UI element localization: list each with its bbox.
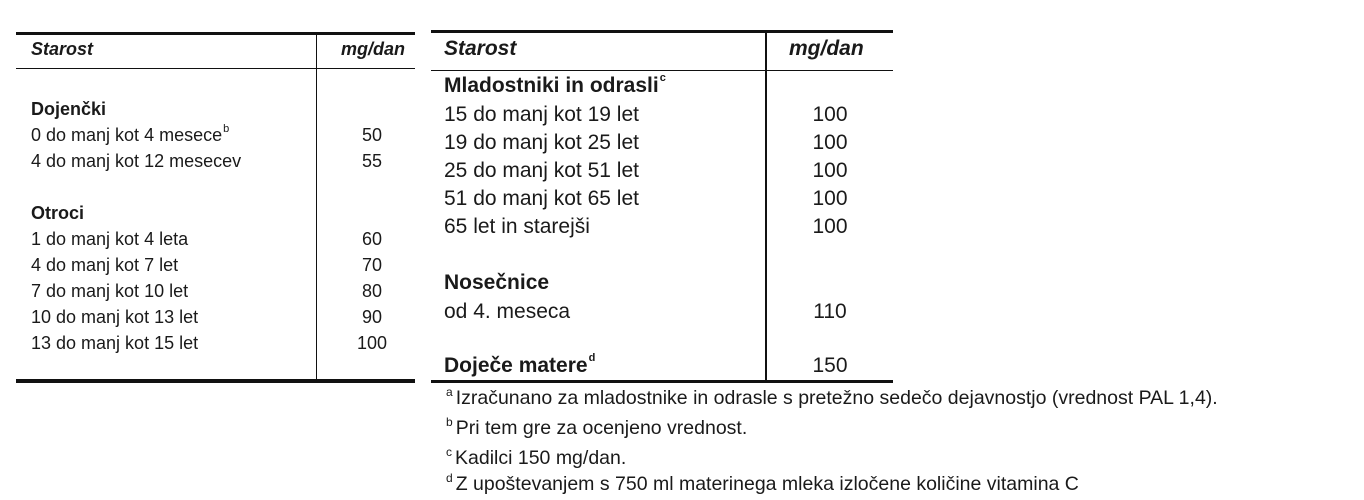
table-row-value: 50 — [361, 125, 383, 145]
group-title-text: Doječe matere — [444, 354, 588, 377]
table-row-label: 7 do manj kot 10 let — [31, 281, 189, 301]
footnote-mark: b — [446, 415, 453, 429]
right-bottom-rule — [431, 380, 893, 383]
table-row-label: 4 do manj kot 7 let — [31, 255, 179, 275]
group-title-text: Mladostniki in odrasli — [444, 74, 659, 97]
right-header-starost: Starost — [444, 37, 517, 60]
table-row-label — [31, 125, 229, 146]
footnote-mark: d — [446, 471, 453, 485]
table-row-label: od 4. meseca — [444, 300, 571, 323]
table-row-value: 55 — [361, 151, 383, 171]
table-row-label: 1 do manj kot 4 leta — [31, 229, 189, 249]
table-row-value: 60 — [361, 229, 383, 249]
footnote-item — [446, 387, 1218, 410]
table-row-label: 15 do manj kot 19 let — [444, 103, 639, 126]
right-top-rule — [431, 30, 893, 33]
table-row-value: 80 — [361, 281, 383, 301]
table-row-value: 100 — [812, 215, 848, 238]
group-title-adolescents-adults — [444, 74, 666, 98]
table-row-value: 100 — [812, 131, 848, 154]
table-row-value: 90 — [361, 307, 383, 327]
left-header-rule — [16, 68, 415, 69]
right-header-rule — [431, 70, 893, 71]
footnote-item — [446, 447, 626, 470]
footnote-ref: d — [588, 352, 596, 364]
footnote-text: Z upoštevanjem s 750 ml materinega mleka izločene količine vitamina C — [455, 473, 1079, 495]
footnote-text: Kadilci 150 mg/dan. — [455, 447, 627, 469]
left-top-rule — [16, 32, 415, 35]
table-row-label: 13 do manj kot 15 let — [31, 333, 199, 353]
group-title-infants: Dojenčki — [31, 99, 107, 119]
table-row-label: 51 do manj kot 65 let — [444, 187, 639, 210]
table-row-value: 100 — [812, 159, 848, 182]
group-title-pregnant: Nosečnice — [444, 271, 550, 294]
table-row-label: 25 do manj kot 51 let — [444, 159, 639, 182]
table-row-value: 150 — [812, 354, 848, 377]
table-row-label: 4 do manj kot 12 mesecev — [31, 151, 242, 171]
table-row-value: 100 — [812, 103, 848, 126]
left-bottom-rule — [16, 379, 415, 383]
footnote-text: Pri tem gre za ocenjeno vrednost. — [455, 417, 748, 439]
group-title-breastfeeding — [444, 354, 595, 378]
table-row-value: 100 — [812, 187, 848, 210]
right-header-mgdan: mg/dan — [789, 37, 864, 60]
table-row-label: 65 let in starejši — [444, 215, 590, 238]
footnote-item — [446, 473, 1079, 496]
table-row-label: 10 do manj kot 13 let — [31, 307, 199, 327]
footnote-text: Izračunano za mladostnike in odrasle s pretežno sedečo dejavnostjo (vrednost PAL 1,4). — [455, 387, 1218, 409]
table-row-value: 70 — [361, 255, 383, 275]
footnote-mark: a — [446, 385, 453, 399]
row-label-text: 0 do manj kot 4 mesece — [31, 125, 223, 145]
group-title-children: Otroci — [31, 203, 85, 223]
right-column-divider — [765, 33, 767, 383]
footnote-ref: b — [223, 123, 230, 135]
footnote-ref: c — [659, 72, 666, 84]
left-column-divider — [316, 35, 317, 381]
left-header-starost: Starost — [31, 39, 94, 59]
footnote-mark: c — [446, 445, 452, 459]
footnote-item — [446, 417, 747, 440]
left-header-mgdan: mg/dan — [341, 39, 406, 59]
table-row-label: 19 do manj kot 25 let — [444, 131, 639, 154]
table-row-value: 100 — [356, 333, 388, 353]
table-row-value: 110 — [813, 300, 847, 323]
